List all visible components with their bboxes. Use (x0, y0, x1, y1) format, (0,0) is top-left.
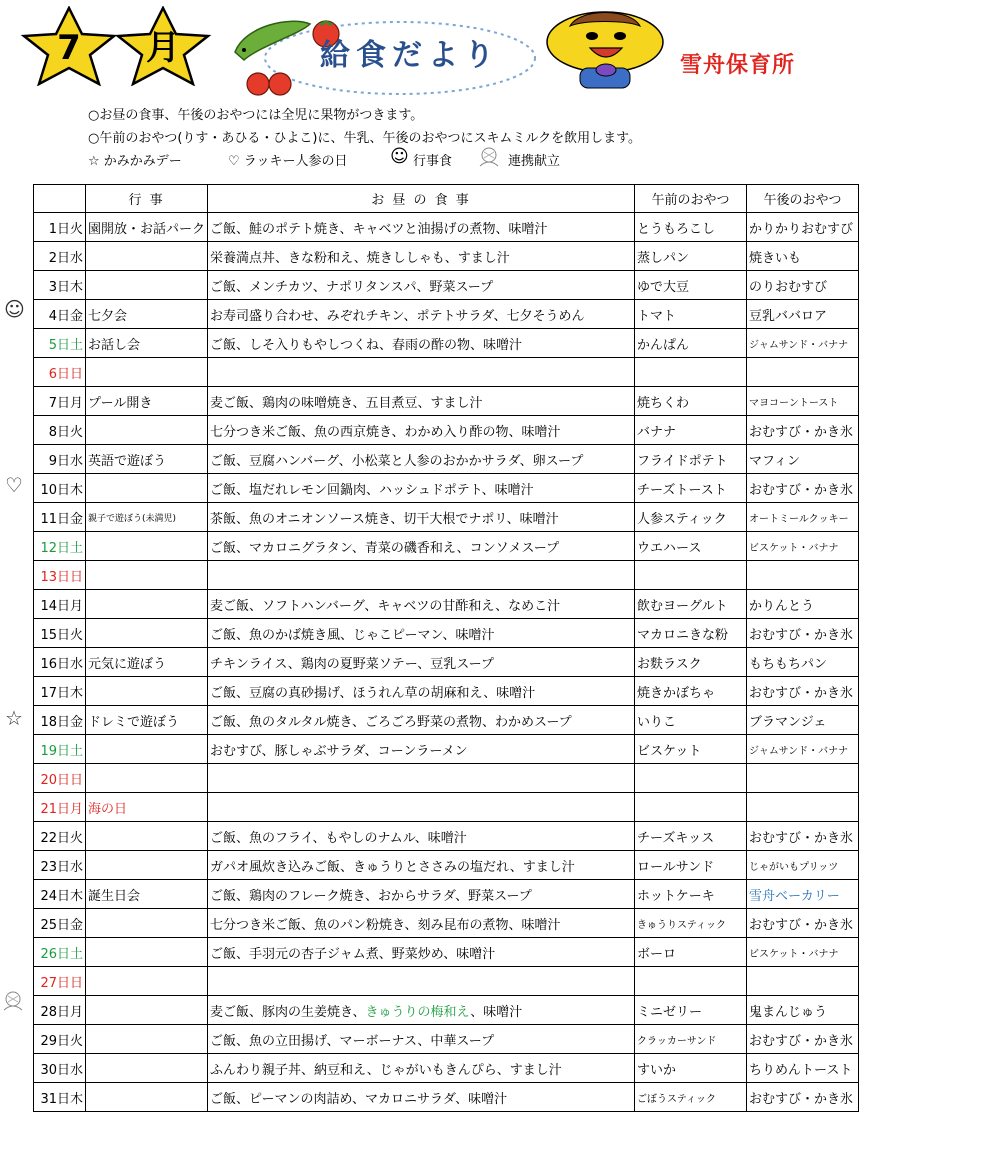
table-row (34, 1054, 859, 1083)
pm-snack-cell: おむすび・かき氷 (747, 822, 859, 851)
day-date-cell: 26日土 (34, 938, 86, 967)
table-row (34, 677, 859, 706)
table-row (34, 474, 859, 503)
day-date-cell: 15日火 (34, 619, 86, 648)
table-row (34, 1025, 859, 1054)
lunch-cell: ご飯、塩だれレモン回鍋肉、ハッシュドポテト、味噌汁 (208, 474, 635, 503)
lunch-cell: 麦ご飯、豚肉の生姜焼き、きゅうりの梅和え、味噌汁 (208, 996, 635, 1025)
table-row (34, 1083, 859, 1112)
event-cell (86, 764, 208, 793)
am-snack-cell: 人参スティック (635, 503, 747, 532)
am-snack-cell (635, 358, 747, 387)
day-date-cell: 22日火 (34, 822, 86, 851)
am-snack-cell: いりこ (635, 706, 747, 735)
month-label: 月 (146, 28, 180, 68)
lunch-cell: ご飯、鶏肉のフレーク焼き、おからサラダ、野菜スープ (208, 880, 635, 909)
day-date-cell: 6日日 (34, 358, 86, 387)
am-snack-cell: ホットケーキ (635, 880, 747, 909)
event-cell (86, 967, 208, 996)
lunch-cell: 七分つき米ご飯、魚のパン粉焼き、刻み昆布の煮物、味噌汁 (208, 909, 635, 938)
event-cell (86, 532, 208, 561)
table-row (34, 387, 859, 416)
lunch-cell: 茶飯、魚のオニオンソース焼き、切干大根でナポリ、味噌汁 (208, 503, 635, 532)
day-date-cell: 20日日 (34, 764, 86, 793)
boy-illustration (540, 8, 670, 90)
lunch-cell: お寿司盛り合わせ、みぞれチキン、ポテトサラダ、七夕そうめん (208, 300, 635, 329)
day-date-cell: 10日木 (34, 474, 86, 503)
event-cell (86, 909, 208, 938)
am-snack-cell: ビスケット (635, 735, 747, 764)
table-row (34, 938, 859, 967)
table-row (34, 880, 859, 909)
lunch-cell: ご飯、メンチカツ、ナポリタンスパ、野菜スープ (208, 271, 635, 300)
pm-snack-cell (747, 358, 859, 387)
event-cell: 誕生日会 (86, 880, 208, 909)
am-snack-cell: かんぱん (635, 329, 747, 358)
day-date-cell: 24日木 (34, 880, 86, 909)
am-snack-cell: とうもろこし (635, 213, 747, 242)
event-cell (86, 851, 208, 880)
lunch-cell: ご飯、ピーマンの肉詰め、マカロニサラダ、味噌汁 (208, 1083, 635, 1112)
lunch-cell: おむすび、豚しゃぶサラダ、コーンラーメン (208, 735, 635, 764)
pm-snack-cell: のりおむすび (747, 271, 859, 300)
pm-snack-cell: おむすび・かき氷 (747, 416, 859, 445)
event-cell (86, 271, 208, 300)
lunch-cell: ご飯、魚の立田揚げ、マーボーナス、中華スープ (208, 1025, 635, 1054)
pm-snack-cell: ジャムサンド・バナナ (747, 329, 859, 358)
table-row (34, 996, 859, 1025)
lunch-cell: ふんわり親子丼、納豆和え、じゃがいもきんぴら、すまし汁 (208, 1054, 635, 1083)
day-date-cell: 18日金 (34, 706, 86, 735)
lunch-cell (208, 561, 635, 590)
table-row (34, 735, 859, 764)
am-snack-cell: ボーロ (635, 938, 747, 967)
event-cell: 元気に遊ぼう (86, 648, 208, 677)
event-cell (86, 358, 208, 387)
pm-snack-cell: ちりめんトースト (747, 1054, 859, 1083)
day-date-cell: 28日月 (34, 996, 86, 1025)
day-date-cell: 12日土 (34, 532, 86, 561)
am-snack-cell: ごぼうスティック (635, 1083, 747, 1112)
legend-event-meal: 行事食 (413, 154, 453, 169)
event-cell: プール開き (86, 387, 208, 416)
pm-snack-cell: 雪舟ベーカリー (747, 880, 859, 909)
menu-table (33, 184, 859, 1112)
table-row (34, 561, 859, 590)
pm-snack-cell: かりかりおむすび (747, 213, 859, 242)
am-snack-cell: お麩ラスク (635, 648, 747, 677)
pm-snack-cell: おむすび・かき氷 (747, 1025, 859, 1054)
table-row (34, 242, 859, 271)
note-fruit: ○お昼の食事、午後のおやつには全児に果物がつきます。 (88, 108, 424, 123)
pm-snack-cell: じゃがいもプリッツ (747, 851, 859, 880)
event-cell (86, 735, 208, 764)
table-row (34, 358, 859, 387)
event-cell: 海の日 (86, 793, 208, 822)
note-milk: ○午前のおやつ(りす・あひる・ひよこ)に、牛乳、午後のおやつにスキムミルクを飲用します。 (88, 131, 642, 146)
day-date-cell: 2日水 (34, 242, 86, 271)
event-cell (86, 416, 208, 445)
am-snack-cell: すいか (635, 1054, 747, 1083)
event-cell: 七夕会 (86, 300, 208, 329)
event-cell (86, 474, 208, 503)
am-snack-cell (635, 793, 747, 822)
am-snack-cell: 飲むヨーグルト (635, 590, 747, 619)
table-row (34, 793, 859, 822)
day-date-cell: 3日木 (34, 271, 86, 300)
day-date-cell: 14日月 (34, 590, 86, 619)
day-date-cell: 27日日 (34, 967, 86, 996)
am-snack-cell: ロールサンド (635, 851, 747, 880)
day-date-cell: 7日月 (34, 387, 86, 416)
event-cell (86, 1054, 208, 1083)
lunch-cell: 麦ご飯、鶏肉の味噌焼き、五目煮豆、すまし汁 (208, 387, 635, 416)
pm-snack-cell: 鬼まんじゅう (747, 996, 859, 1025)
collab-dish-highlight: きゅうりの梅和え (365, 1004, 471, 1020)
event-cell (86, 996, 208, 1025)
am-snack-cell: バナナ (635, 416, 747, 445)
table-row (34, 590, 859, 619)
event-cell (86, 242, 208, 271)
collab-sketch-side-icon (0, 990, 26, 1012)
table-row (34, 851, 859, 880)
pm-snack-cell: ビスケット・バナナ (747, 938, 859, 967)
am-snack-cell: 焼きかぼちゃ (635, 677, 747, 706)
header-date (34, 185, 86, 213)
month-number: 7 (57, 28, 81, 68)
table-header-row (34, 185, 859, 213)
pm-snack-cell: おむすび・かき氷 (747, 619, 859, 648)
lunch-cell: 麦ご飯、ソフトハンバーグ、キャベツの甘酢和え、なめこ汁 (208, 590, 635, 619)
table-row (34, 909, 859, 938)
day-date-cell: 11日金 (34, 503, 86, 532)
header-am-snack: 午前のおやつ (635, 185, 747, 213)
event-cell: 英語で遊ぼう (86, 445, 208, 474)
lunch-cell: ご飯、豆腐の真砂揚げ、ほうれん草の胡麻和え、味噌汁 (208, 677, 635, 706)
event-cell (86, 677, 208, 706)
day-date-cell: 4日金 (34, 300, 86, 329)
pm-snack-cell (747, 764, 859, 793)
am-snack-cell: トマト (635, 300, 747, 329)
am-snack-cell (635, 967, 747, 996)
day-date-cell: 17日木 (34, 677, 86, 706)
table-row (34, 532, 859, 561)
table-row (34, 822, 859, 851)
day-date-cell: 29日火 (34, 1025, 86, 1054)
pm-snack-cell (747, 561, 859, 590)
newsletter-title: 給食だより (320, 38, 500, 73)
menu-table-body (34, 213, 859, 1112)
table-row (34, 213, 859, 242)
smile-icon: ☺ (390, 146, 409, 167)
pm-snack-cell: ビスケット・バナナ (747, 532, 859, 561)
event-cell (86, 938, 208, 967)
table-row (34, 416, 859, 445)
am-snack-cell: ミニゼリー (635, 996, 747, 1025)
kamikami-star-icon: ☆ (5, 706, 23, 730)
event-cell (86, 1025, 208, 1054)
pm-snack-cell: オートミールクッキー (747, 503, 859, 532)
day-date-cell: 31日木 (34, 1083, 86, 1112)
pm-snack-cell: おむすび・かき氷 (747, 909, 859, 938)
am-snack-cell: チーズトースト (635, 474, 747, 503)
school-name: 雪舟保育所 (680, 53, 796, 78)
table-row (34, 764, 859, 793)
header-pm-snack: 午後のおやつ (747, 185, 859, 213)
legend-collab-menu: 連携献立 (508, 154, 561, 169)
am-snack-cell: チーズキッス (635, 822, 747, 851)
pm-snack-cell: マフィン (747, 445, 859, 474)
event-cell (86, 590, 208, 619)
lunch-cell: ご飯、マカロニグラタン、青菜の磯香和え、コンソメスープ (208, 532, 635, 561)
table-row (34, 619, 859, 648)
pm-snack-cell: かりんとう (747, 590, 859, 619)
pm-snack-cell (747, 967, 859, 996)
day-date-cell: 1日火 (34, 213, 86, 242)
am-snack-cell: フライドポテト (635, 445, 747, 474)
day-date-cell: 25日金 (34, 909, 86, 938)
pm-snack-cell: マヨコーントースト (747, 387, 859, 416)
am-snack-cell: ゆで大豆 (635, 271, 747, 300)
day-date-cell: 23日水 (34, 851, 86, 880)
lunch-cell: ご飯、手羽元の杏子ジャム煮、野菜炒め、味噌汁 (208, 938, 635, 967)
lunch-cell (208, 358, 635, 387)
header-event: 行 事 (86, 185, 208, 213)
event-meal-smile-icon: ☺ (4, 297, 25, 321)
event-cell (86, 561, 208, 590)
table-row (34, 445, 859, 474)
collab-sketch-icon (476, 146, 502, 168)
month-label-star (104, 6, 222, 86)
pm-snack-cell: ブラマンジェ (747, 706, 859, 735)
am-snack-cell: ウエハース (635, 532, 747, 561)
lunch-cell (208, 967, 635, 996)
day-date-cell: 9日水 (34, 445, 86, 474)
lunch-cell: 七分つき米ご飯、魚の西京焼き、わかめ入り酢の物、味噌汁 (208, 416, 635, 445)
pm-snack-cell (747, 793, 859, 822)
day-date-cell: 16日水 (34, 648, 86, 677)
event-cell (86, 1083, 208, 1112)
table-row (34, 300, 859, 329)
pm-snack-cell: おむすび・かき氷 (747, 474, 859, 503)
lunch-cell (208, 764, 635, 793)
am-snack-cell: 蒸しパン (635, 242, 747, 271)
table-row (34, 329, 859, 358)
day-date-cell: 21日月 (34, 793, 86, 822)
header-lunch: お 昼 の 食 事 (208, 185, 635, 213)
pm-snack-cell: おむすび・かき氷 (747, 677, 859, 706)
table-row (34, 271, 859, 300)
am-snack-cell (635, 764, 747, 793)
event-cell (86, 619, 208, 648)
lunch-cell: ご飯、鮭のポテト焼き、キャベツと油揚げの煮物、味噌汁 (208, 213, 635, 242)
lucky-carrot-heart-icon: ♡ (5, 473, 23, 497)
lunch-cell: ガパオ風炊き込みご飯、きゅうりとささみの塩だれ、すまし汁 (208, 851, 635, 880)
day-date-cell: 19日土 (34, 735, 86, 764)
legend-kamikami: ☆ かみかみデー (88, 154, 182, 169)
table-row (34, 967, 859, 996)
day-date-cell: 13日日 (34, 561, 86, 590)
lunch-cell: ご飯、しそ入りもやしつくね、春雨の酢の物、味噌汁 (208, 329, 635, 358)
lunch-cell: ご飯、魚のかば焼き風、じゃこピーマン、味噌汁 (208, 619, 635, 648)
lunch-cell: ご飯、魚のフライ、もやしのナムル、味噌汁 (208, 822, 635, 851)
lunch-cell: チキンライス、鶏肉の夏野菜ソテー、豆乳スープ (208, 648, 635, 677)
table-row (34, 706, 859, 735)
event-cell: お話し会 (86, 329, 208, 358)
event-cell: 園開放・お話パーク (86, 213, 208, 242)
day-date-cell: 30日水 (34, 1054, 86, 1083)
legend-lucky-carrot: ♡ ラッキー人参の日 (228, 154, 348, 169)
tomatoes-bottom-icon (247, 73, 291, 95)
pm-snack-cell: おむすび・かき氷 (747, 1083, 859, 1112)
am-snack-cell: クラッカーサンド (635, 1025, 747, 1054)
day-date-cell: 5日土 (34, 329, 86, 358)
event-cell: ドレミで遊ぼう (86, 706, 208, 735)
lunch-cell: 栄養満点丼、きな粉和え、焼きししゃも、すまし汁 (208, 242, 635, 271)
day-date-cell: 8日火 (34, 416, 86, 445)
am-snack-cell: 焼ちくわ (635, 387, 747, 416)
table-row (34, 503, 859, 532)
am-snack-cell (635, 561, 747, 590)
pm-snack-cell: 豆乳ババロア (747, 300, 859, 329)
event-cell (86, 822, 208, 851)
event-cell: 親子で遊ぼう(未満児) (86, 503, 208, 532)
table-row (34, 648, 859, 677)
pm-snack-cell: 焼きいも (747, 242, 859, 271)
lunch-cell: ご飯、豆腐ハンバーグ、小松菜と人参のおかかサラダ、卵スープ (208, 445, 635, 474)
am-snack-cell: マカロニきな粉 (635, 619, 747, 648)
pm-snack-cell: ジャムサンド・バナナ (747, 735, 859, 764)
pm-snack-cell: もちもちパン (747, 648, 859, 677)
lunch-cell (208, 793, 635, 822)
lunch-cell: ご飯、魚のタルタル焼き、ごろごろ野菜の煮物、わかめスープ (208, 706, 635, 735)
am-snack-cell: きゅうりスティック (635, 909, 747, 938)
